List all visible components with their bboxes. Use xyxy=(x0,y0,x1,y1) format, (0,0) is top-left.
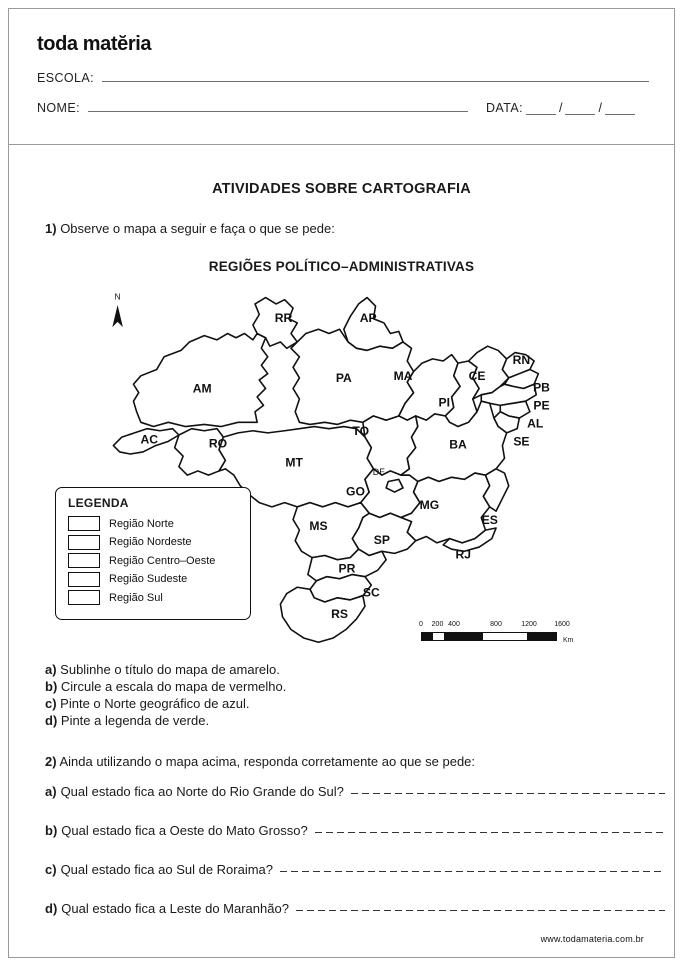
question-1-text: Observe o mapa a seguir e faça o que se pede: xyxy=(60,221,335,236)
escola-field-row xyxy=(37,71,649,85)
legend-color-swatch xyxy=(68,553,100,568)
question-item xyxy=(45,823,665,838)
task-text: Circule a escala do mapa de vermelho. xyxy=(57,679,287,694)
state-label-es: ES xyxy=(481,512,498,527)
date-slash-1: / xyxy=(558,101,563,115)
scale-tick-labels xyxy=(421,621,571,632)
legend-title: LEGENDA xyxy=(68,496,129,510)
state-label-ac: AC xyxy=(140,432,159,447)
state-label-mg: MG xyxy=(419,498,440,512)
task-marker: b) xyxy=(45,679,58,694)
brand-logo: toda matĕria xyxy=(37,33,152,55)
state-label-ma: MA xyxy=(393,369,413,384)
question-1-prompt xyxy=(45,221,335,236)
question-1-marker: 1) xyxy=(45,221,57,236)
state-label-ms: MS xyxy=(309,519,328,534)
date-day-slot[interactable] xyxy=(526,102,556,115)
legend-color-swatch xyxy=(68,535,100,550)
legend-color-swatch xyxy=(68,590,100,605)
state-label-rn: RN xyxy=(512,353,531,368)
state-label-df: DF xyxy=(372,467,385,478)
task-text: Pinte o Norte geográfico de azul. xyxy=(56,696,250,711)
scale-segment xyxy=(455,633,483,640)
data-label: DATA: xyxy=(485,101,523,115)
state-label-rj: RJ xyxy=(455,547,472,562)
scale-tick: 0 xyxy=(419,621,423,628)
page-title: ATIVIDADES SOBRE CARTOGRAFIA xyxy=(212,181,471,197)
legend-item-label: Região Sul xyxy=(109,591,163,604)
footer-url: www.todamateria.com.br xyxy=(540,934,644,944)
legend-item-label: Região Sudeste xyxy=(109,573,188,585)
map-scale-bar xyxy=(419,621,574,644)
answer-write-line[interactable] xyxy=(315,824,665,835)
state-label-rr: RR xyxy=(274,310,293,325)
scale-tick: 1600 xyxy=(554,621,570,628)
worksheet-page xyxy=(8,8,675,958)
state-label-am: AM xyxy=(192,381,212,396)
nome-field-row xyxy=(37,101,649,115)
task-marker: d) xyxy=(45,713,58,728)
question-item-text: Qual estado fica ao Sul de Roraima? xyxy=(60,862,274,877)
task-text: Pinte a legenda de verde. xyxy=(57,713,210,728)
task-marker: c) xyxy=(45,696,57,711)
task-item xyxy=(45,712,286,729)
state-label-ce: CE xyxy=(468,369,486,384)
legend-item xyxy=(68,516,240,531)
question-item-text: Qual estado fica a Leste do Maranhão? xyxy=(61,901,289,916)
question-2-text: Ainda utilizando o mapa acima, responda corretamente ao que se pede: xyxy=(59,754,476,769)
question-item-text: Qual estado fica a Oeste do Mato Grosso? xyxy=(61,823,308,838)
task-text: Sublinhe o título do mapa de amarelo. xyxy=(56,662,280,677)
state-label-go: GO xyxy=(346,484,365,499)
question-item-marker: b) xyxy=(45,823,58,838)
legend-item xyxy=(68,535,240,550)
task-item xyxy=(45,661,286,678)
legend-item-label: Região Norte xyxy=(109,517,174,530)
legend-rows xyxy=(68,516,240,605)
scale-segment xyxy=(527,633,556,640)
scale-segment xyxy=(422,633,433,640)
question-2-prompt xyxy=(45,754,475,769)
task-list xyxy=(45,661,286,729)
legend-item xyxy=(68,572,240,587)
question-item-text: Qual estado fica ao Norte do Rio Grande do Sul? xyxy=(60,784,344,799)
scale-segment xyxy=(505,633,527,640)
north-arrow-label: N xyxy=(114,291,121,302)
date-slash-2: / xyxy=(598,101,602,115)
escola-write-line[interactable] xyxy=(102,80,649,82)
state-label-to: TO xyxy=(352,424,370,438)
state-label-ba: BA xyxy=(449,437,467,452)
state-label-pa: PA xyxy=(335,371,352,386)
question-2-marker: 2) xyxy=(45,754,57,769)
question-item xyxy=(45,784,665,799)
map-title: REGIÕES POLÍTICO–ADMINISTRATIVAS xyxy=(208,259,475,274)
question-2-items xyxy=(45,784,665,940)
state-label-pr: PR xyxy=(338,561,356,576)
scale-segment xyxy=(483,633,505,640)
task-item xyxy=(45,695,286,712)
map-legend xyxy=(55,487,251,620)
state-label-mt: MT xyxy=(285,455,303,470)
state-label-ap: AP xyxy=(359,310,377,325)
state-label-se: SE xyxy=(513,434,530,449)
legend-item-label: Região Centro–Oeste xyxy=(109,554,216,567)
question-item xyxy=(45,862,665,877)
scale-tick: 200 xyxy=(431,621,444,628)
task-item xyxy=(45,678,286,695)
question-item-marker: a) xyxy=(45,784,57,799)
answer-write-line[interactable] xyxy=(280,863,665,874)
scale-segment xyxy=(433,633,444,640)
question-item-marker: d) xyxy=(45,901,58,916)
state-label-sc: SC xyxy=(362,585,380,600)
legend-item-label: Região Nordeste xyxy=(109,536,192,548)
state-label-sp: SP xyxy=(373,532,390,547)
question-item xyxy=(45,901,665,916)
legend-item xyxy=(68,553,240,568)
north-arrow-icon xyxy=(112,292,123,327)
answer-write-line[interactable] xyxy=(351,785,665,796)
scale-tick: 800 xyxy=(490,621,502,628)
escola-label: ESCOLA: xyxy=(37,71,94,85)
state-label-pb: PB xyxy=(533,380,550,395)
legend-color-swatch xyxy=(68,572,100,587)
date-year-slot[interactable] xyxy=(605,102,635,115)
state-label-pi: PI xyxy=(438,395,450,410)
scale-bar-segments xyxy=(421,632,557,641)
state-label-al: AL xyxy=(527,416,544,431)
task-marker: a) xyxy=(45,662,57,677)
question-item-marker: c) xyxy=(45,862,57,877)
header-divider xyxy=(9,144,674,145)
date-month-slot[interactable] xyxy=(565,102,595,115)
scale-tick: 1200 xyxy=(521,621,537,628)
legend-color-swatch xyxy=(68,516,100,531)
scale-unit-label: Km xyxy=(563,637,574,644)
state-label-pe: PE xyxy=(533,398,550,413)
scale-tick: 400 xyxy=(448,621,460,628)
state-label-ro: RO xyxy=(208,436,228,451)
scale-segment xyxy=(444,633,455,640)
state-label-rs: RS xyxy=(331,606,349,621)
nome-label: NOME: xyxy=(37,101,80,115)
legend-item xyxy=(68,590,240,605)
answer-write-line[interactable] xyxy=(296,902,665,913)
nome-write-line[interactable] xyxy=(88,110,468,112)
